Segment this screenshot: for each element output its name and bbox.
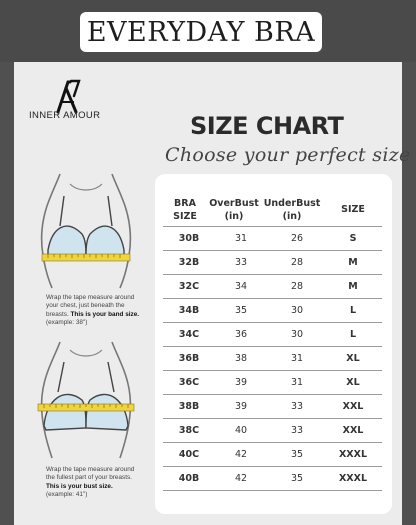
- table-cell-under: 30: [290, 329, 304, 340]
- table-cell-bra: 34C: [178, 329, 200, 340]
- table-cell-size: XXXL: [338, 449, 368, 460]
- header-overbust: [207, 197, 261, 223]
- table-cell-over: 36: [234, 329, 248, 340]
- table-cell-size: S: [349, 233, 357, 244]
- table-row: [163, 370, 382, 394]
- table-cell-size: XXXL: [338, 473, 368, 484]
- header-overbust-line2: (in): [224, 211, 244, 222]
- table-cell-over: 39: [234, 377, 248, 388]
- table-cell-under: 28: [290, 281, 304, 292]
- table-cell-under: 33: [290, 401, 304, 412]
- table-cell-bra: 36B: [178, 353, 200, 364]
- band-size-caption: [46, 294, 142, 327]
- table-row: [163, 250, 382, 274]
- table-cell-over: 33: [234, 257, 248, 268]
- table-cell-size: XXL: [342, 425, 364, 436]
- table-row: [163, 442, 382, 466]
- header-bra-size-line2: SIZE: [173, 211, 197, 222]
- header-bra-size-line1: BRA: [174, 198, 196, 209]
- table-cell-over: 31: [234, 233, 248, 244]
- table-cell-under: 35: [290, 473, 304, 484]
- chart-subtitle: Choose your perfect size: [165, 144, 411, 166]
- table-cell-size: L: [349, 305, 357, 316]
- table-cell-size: XL: [346, 353, 360, 364]
- table-cell-size: L: [349, 329, 357, 340]
- table-bottom-rule: [163, 490, 382, 491]
- table-cell-over: 38: [234, 353, 248, 364]
- table-cell-under: 31: [290, 353, 304, 364]
- table-row: [163, 418, 382, 442]
- table-cell-under: 30: [290, 305, 304, 316]
- table-row: [163, 322, 382, 346]
- table-row: [163, 466, 382, 490]
- table-cell-over: 42: [234, 473, 248, 484]
- table-cell-bra: 34B: [178, 305, 200, 316]
- band-caption-bold: This is your band size.: [70, 310, 140, 318]
- bust-caption-example: (example: 41"): [46, 490, 88, 498]
- band-caption-example: (example: 38"): [46, 318, 88, 326]
- bust-size-caption: [46, 466, 142, 499]
- band-caption-text: Wrap the tape measure around your chest, just beneath the breasts.: [46, 294, 135, 318]
- table-cell-size: XL: [346, 377, 360, 388]
- table-cell-under: 31: [290, 377, 304, 388]
- band-measure-illustration: [30, 170, 142, 290]
- table-cell-over: 40: [234, 425, 248, 436]
- table-cell-size: M: [348, 257, 358, 268]
- table-cell-size: M: [348, 281, 358, 292]
- table-cell-under: 26: [290, 233, 304, 244]
- table-row: [163, 346, 382, 370]
- table-cell-under: 35: [290, 449, 304, 460]
- bust-caption-text: Wrap the tape measure around the fullest part of your breasts.: [46, 466, 135, 482]
- table-row: [163, 394, 382, 418]
- table-cell-under: 33: [290, 425, 304, 436]
- header-underbust-line2: (in): [282, 211, 302, 222]
- product-title-banner: EVERYDAY BRA: [80, 12, 322, 52]
- size-table: [155, 174, 392, 514]
- header-overbust-line1: OverBust: [209, 198, 259, 209]
- table-cell-over: 39: [234, 401, 248, 412]
- table-cell-under: 28: [290, 257, 304, 268]
- table-cell-over: 42: [234, 449, 248, 460]
- table-row: [163, 298, 382, 322]
- table-cell-bra: 38C: [178, 425, 200, 436]
- table-cell-size: XXL: [342, 401, 364, 412]
- bust-measure-illustration: [30, 340, 142, 460]
- chart-title: SIZE CHART: [190, 112, 344, 140]
- header-underbust: [263, 197, 321, 223]
- table-cell-bra: 32C: [178, 281, 200, 292]
- header-underbust-line1: UnderBust: [263, 198, 321, 209]
- header-size: SIZE: [341, 204, 365, 215]
- bust-caption-bold: This is your bust size.: [46, 482, 113, 490]
- table-cell-bra: 32B: [178, 257, 200, 268]
- table-cell-bra: 30B: [178, 233, 200, 244]
- brand-logo-icon: [52, 78, 84, 114]
- table-cell-bra: 40C: [178, 449, 200, 460]
- table-cell-bra: 40B: [178, 473, 200, 484]
- table-cell-over: 34: [234, 281, 248, 292]
- table-row: [163, 274, 382, 298]
- table-row: [163, 226, 382, 250]
- brand-name: INNER AMOUR: [29, 110, 101, 121]
- table-cell-bra: 36C: [178, 377, 200, 388]
- header-bra-size: [167, 197, 203, 223]
- table-cell-over: 35: [234, 305, 248, 316]
- table-cell-bra: 38B: [178, 401, 200, 412]
